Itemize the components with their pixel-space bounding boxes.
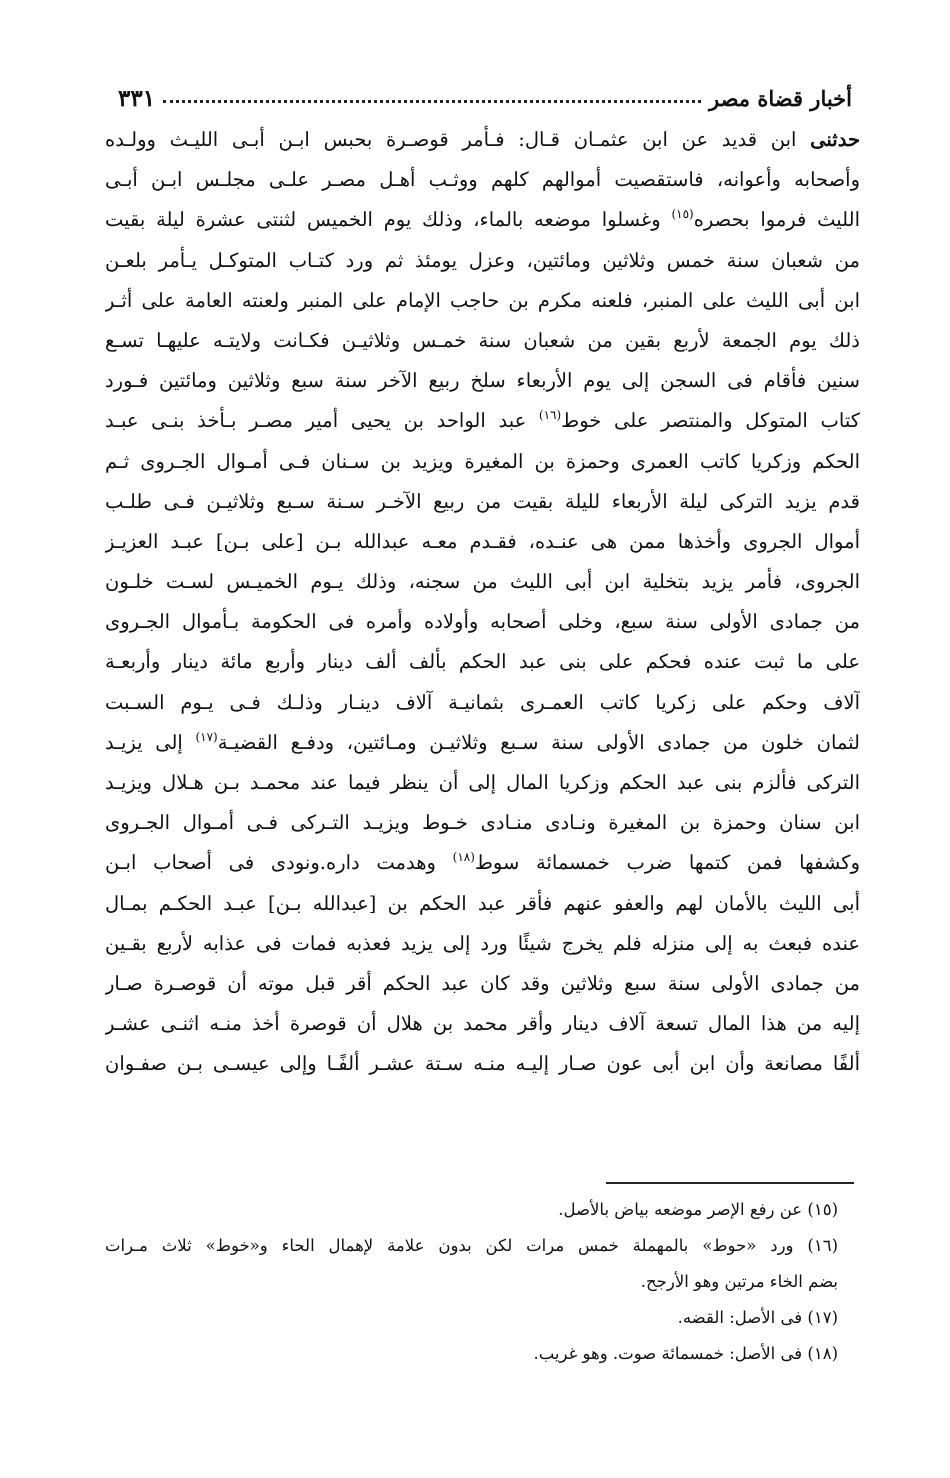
text-line: [105, 723, 860, 763]
text-line: [105, 200, 860, 240]
text-line: من جمادى الأولى سنة سبع، وخلى أصحابه وأولاده وأمره فى الحكومة بـأموال الجـروى: [105, 610, 860, 634]
line-text: وغسلوا موضعه بالماء، وذلك يوم الخميس لثنتى عشرة ليلة بقيت: [105, 208, 672, 232]
main-text: [105, 120, 860, 1085]
footnote: (١٧) فى الأصل: القضه.: [677, 1308, 838, 1327]
text-line: عنده فبعث به إلى منزله فلم يخرج شيئًا ورد إلى يزيد فعذبه فمات فى عذابه لأربع بقـين: [105, 931, 860, 955]
text-line: من جمادى الأولى سنة سبع وثلاثين وقد كان عبد الحكم أقر قبل موته أن قوصـرة صـار: [105, 971, 860, 995]
footnote-separator: [606, 1182, 854, 1184]
text-line: ألفًا مصانعة وأن ابن أبى عون صـار إليـه منـه سـتة عشـر ألفًـا وإلى عيسـى بـن صفـوان: [105, 1052, 860, 1076]
line-text: وهدمت داره.ونودى فى أصحاب ابـن: [105, 851, 453, 875]
text-line: [105, 843, 860, 883]
text-line: ابن سنان وحمزة بن المغيرة ونـادى منـادى خـوط ويزيـد التـركى فـى أمـوال الجـروى: [105, 811, 860, 835]
text-line: ذلك يوم الجمعة لأربع بقين من شعبان سنة خمـس وثلاثيـن فكـانت ولايتـه عليهـا تسـع: [105, 328, 860, 352]
running-header: [118, 78, 852, 118]
footnote-ref[interactable]: (١٨): [452, 850, 475, 865]
text-line: أموال الجروى وأخذها ممن هى عنـده، فقـدم معـه عبدالله بـن [على بـن] عبـد العزيـز: [105, 529, 860, 553]
text-line: قدم يزيد التركى ليلة الأربعاء لليلة بقيت من ربيع الآخـر سـنة سـبع وثلاثيـن فـى طلـب: [105, 489, 860, 513]
line-text: عبد الواحد بن يحيى أمير مصـر بـأخذ بنـى عبـد: [105, 409, 539, 433]
page-number: ٣٣١: [118, 84, 156, 112]
footnote: (١٨) فى الأصل: خمسمائة صوت. وهو غريب.: [533, 1344, 838, 1363]
text-line: التركى فألزم بنى عبد الحكم وزكريا المال إلى أن ينظر فيما عند محمـد بـن هـلال ويزيـد: [105, 771, 860, 794]
line-text: كتاب المتوكل والمنتصر على خوط: [561, 409, 860, 433]
text-line: ابن أبى الليث على المنبر، فلعنه مكرم بن حاجب الإمام على المنبر ولعنته العامة على أثـر: [105, 288, 860, 312]
header-leader-dots: [163, 90, 701, 103]
footnote-continuation: بضم الخاء مرتين وهو الأرجح.: [640, 1272, 838, 1291]
text-line: وأصحابه وأعوانه، فاستقصيت أموالهم كلهم ووثـب أهـل مصـر علـى مجلـس ابـن أبـى: [105, 168, 860, 192]
line-text: الليث فرموا بحصره: [693, 208, 860, 232]
text-line: الجروى، فأمر يزيد بتخلية ابن أبى الليث من سجنه، وذلك يـوم الخميـس لسـت خلـون: [105, 570, 860, 594]
footnotes: [105, 1192, 838, 1372]
lead-word: حدثنى: [810, 128, 860, 151]
footnote-ref[interactable]: (١٧): [195, 729, 218, 744]
footnote-ref[interactable]: (١٥): [671, 207, 694, 222]
line-text: إلى يزيـد: [105, 730, 196, 754]
line-text: وكشفها فمن كتمها ضرب خمسمائة سوط: [474, 851, 860, 875]
text-line: إليه من هذا المال تسعة آلاف دينار وأقر محمد بن هلال أن قوصرة أخذ منـه اثنـى عشـر: [105, 1012, 860, 1036]
text-line: على ما ثبت عنده فحكم على بنى عبد الحكم بألف ألف دينار وأربع مائة دينار وأربعـة: [105, 650, 860, 674]
text-line: [105, 120, 860, 160]
text-line: آلاف وحكم على زكريا كاتب العمـرى بثمانيـة آلاف دينـار وذلـك فـى يـوم السـبت: [105, 690, 860, 714]
line-text: ابن قديد عن ابن عثمـان قـال: فـأمر قوصـرة بحبس ابـن أبـى الليـث وولـده: [105, 128, 811, 151]
text-line: الحكم وزكريا كاتب العمرى وحمزة بن المغيرة ويزيد بن سـنان فـى أمـوال الجـروى ثـم: [105, 449, 860, 473]
footnote: (١٦) ورد «حوط» بالمهملة خمس مرات لكن بدون علامة لإهمال الحاء و«خوط» ثلاث مـرات: [105, 1236, 838, 1255]
text-line: من شعبان سنة خمس وثلاثين ومائتين، وعزل يومئذ ثم ورد كتـاب المتوكـل يـأمر بلعـن: [105, 248, 860, 272]
text-line: أبى الليث بالأمان لهم والعفو عنهم فأقر عبد الحكم بن [عبدالله بـن] عبـد الحكـم بمـال: [105, 891, 860, 915]
footnote-ref[interactable]: (١٦): [538, 408, 562, 423]
text-line: [105, 401, 860, 441]
footnote: (١٥) عن رفع الإصر موضعه بياض بالأصل.: [558, 1200, 838, 1219]
text-line: سنين فأقام فى السجن إلى يوم الأربعاء سلخ ربيع الآخر سنة سبع وثلاثين ومائتين فـورد: [105, 369, 860, 393]
running-title: أخبار قضاة مصر: [708, 85, 852, 111]
line-text: لثمان خلون من جمادى الأولى سنة سـبع وثلاثيـن ومـائتين، ودفـع القضيـة: [217, 730, 860, 754]
